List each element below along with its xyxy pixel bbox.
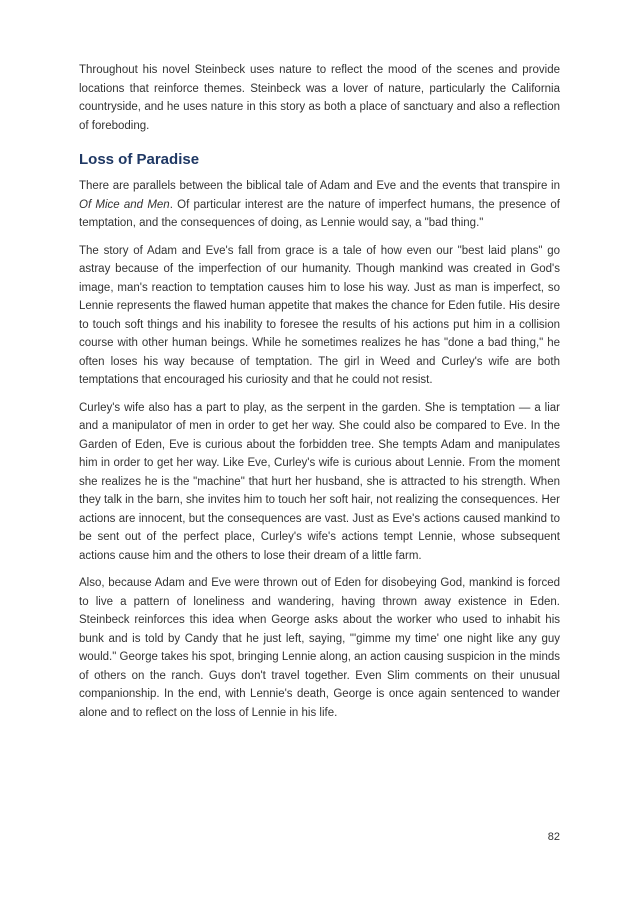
paragraph-loneliness: Also, because Adam and Eve were thrown out of Eden for disobeying God, mankind is forced to live a pattern of loneliness and wandering, having thrown away existence in Eden. Steinbeck reinforces this idea when George asks about the worker who used to inhabit his bunk and is told by Candy that he just left, saying, "'gimme my time' one night like any guy would." George takes his spot, bringing Lennie along, an action causing suspicion in the minds of others on the ranch. Guys don't travel together. Even Slim comments on their unusual companionship. In the end, with Lennie's death, George is once again sentenced to wander alone and to reflect on the loss of Lennie in his life. [79, 577, 560, 719]
book-title: Of Mice and Men [79, 198, 170, 211]
page-number: 82 [547, 831, 560, 843]
paragraph-1-text-start: There are parallels between the biblical tale of Adam and Eve and the events that transpire in [79, 180, 560, 192]
section-heading: Loss of Paradise [79, 151, 200, 168]
intro-paragraph: Throughout his novel Steinbeck uses nature to reflect the mood of the scenes and provide locations that reinforce themes. Steinbeck was a lover of nature, particularly the California countryside, and he uses nature in this story as both a place of sanctuary and also a reflection of foreboding. [79, 64, 560, 132]
page-content [79, 61, 560, 731]
paragraph-fall-from-grace: The story of Adam and Eve's fall from grace is a tale of how even our "best laid plans" go astray because of the imperfection of our humanity. Though mankind was created in God's image, man's reaction to temptation causes him to lose his way. Just as man is imperfect, so Lennie represents the flawed human appetite that makes the chance for Eden futile. His desire to touch soft things and his inability to foresee the results of his actions put him in a collision course with other human beings. While he sometimes realizes he has "done a bad thing," he often loses his way because of temptation. The girl in Weed and Curley's wife are both temptations that encouraged his curiosity and that he could not resist. [79, 244, 560, 386]
paragraph-adam-eve-parallels [79, 177, 560, 233]
paragraph-curleys-wife: Curley's wife also has a part to play, as the serpent in the garden. She is temptation — a liar and a manipulator of men in order to get her way. She could also be compared to Eve. In the Garden of Eden, Eve is curious about the forbidden tree. She tempts Adam and manipulates him in order to get her way. Like Eve, Curley's wife is curious about Lennie. From the moment she realizes he is the "machine" that hurt her husband, she is attracted to his strength. When they talk in the barn, she invites him to touch her soft hair, not realizing the consequences. Her actions are innocent, but the consequences are vast. Just as Eve's actions caused mankind to be sent out of the perfect place, Curley's wife's actions tempt Lennie, whose subsequent actions cause him and the others to lose their dream of a little farm. [79, 401, 560, 562]
paragraph-1-text-end: . Of particular interest are the nature of imperfect humans, the presence of temptation, and the consequences of doing, as Lennie would say, a "bad thing." [79, 198, 560, 229]
